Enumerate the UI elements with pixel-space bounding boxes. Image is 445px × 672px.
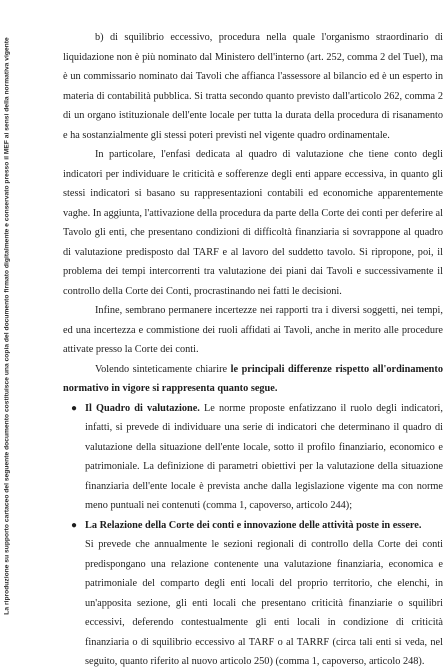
bullet-heading <box>85 516 443 536</box>
bullet-paragraph <box>85 399 443 516</box>
margin-certification-note <box>0 0 14 651</box>
paragraph: In particolare, l'enfasi dedicata al quadro di valutazione che tiene conto degli indicatori per individuare le criticità e sofferenze degli enti appare eccessiva, in quanto gli stessi indicatori si basano su rappresentazioni contabili ed economiche apparentemente vaghe. In aggiunta, l'attivazione della procedura da parte della Corte dei conti per deferire al Tavolo gli enti, che presentano condizioni di difficoltà finanziaria si sovrappone al quadro di valutazione predisposto dal TARF e al lavoro del suddetto tavolo. Si ripropone, poi, il problema dei tempi intercorrenti tra valutazione dei piani dai Tavoli e successivamente il controllo della Corte dei Conti, procrastinando nei fatti le decisioni. <box>63 149 443 297</box>
bullet-item <box>63 516 443 672</box>
document-page <box>63 28 443 672</box>
bullet-title: Il Quadro di valutazione. <box>85 402 200 414</box>
intro-bold-text: le principali differenze rispetto all'ordinamento normativo in vigore si rappresenta quanto segue. <box>63 363 443 394</box>
bullet-list <box>63 399 443 672</box>
bullet-icon: ● <box>71 519 78 531</box>
bullet-title: La Relazione della Corte dei conti e innovazione delle attività poste in essere. <box>85 519 422 531</box>
bullet-icon: ● <box>71 402 78 414</box>
bullet-paragraph: Si prevede che annualmente le sezioni regionali di controllo della Corte dei conti predispongano una relazione contenente una valutazione finanziaria, economica e patrimoniale del comparto degli enti locali del proprio territorio, che elenchi, in un'apposita sezione, gli enti locali che presentano criticità finanziarie o squilibri eccessivi, deferendo contestualmente gli enti locali in condizione di criticità finanziaria o di squilibrio eccessivo al TARF o al TARRF (circa tali enti si veda, nel seguito, quanto riferito al nuovo articolo 250) (comma 1, capoverso, articolo 248). <box>85 539 443 667</box>
margin-certification-text: La riproduzione su supporto cartaceo del seguente documento costituisce una copia del documento firmato digitalmente e conservato presso il MEF ai sensi della normativa vigente <box>3 37 11 615</box>
intro-paragraph <box>63 360 443 399</box>
bullet-text: Le norme proposte enfatizzano il ruolo degli indicatori, infatti, si prevede di individuare una serie di indicatori che determinano il quadro di valutazione della situazione dell'ente locale, sotto il profilo finanziario, economico e patrimoniale. La definizione di parametri obiettivi per la valutazione della situazione finanziaria dell'ente locale è prevista anche dalla legislazione vigente ma con norme meno puntuali nei contenuti (comma 1, capoverso, articolo 244); <box>85 402 443 511</box>
paragraph: b) di squilibrio eccessivo, procedura nella quale l'organismo straordinario di liquidazione non è più nominato dal Ministero dell'interno (art. 252, comma 2 del Tuel), ma è un commissario nominato dai Tavoli che affianca l'assessore al bilancio ed è un esperto in materia di contabilità pubblica. Si tratta secondo quanto previsto dall'articolo 262, comma 2 di un organo istituzionale dell'ente locale per tutta la durata della procedura di risanamento e ha sostanzialmente gli stessi poteri previsti nel vigente quadro ordinamentale. <box>63 32 443 141</box>
paragraph: Infine, sembrano permanere incertezze nei rapporti tra i diversi soggetti, nei tempi, ed una incertezza e commistione dei ruoli affidati ai Tavoli, anche in merito alle procedure attivate presso la Corte dei conti. <box>63 305 443 355</box>
intro-text: Volendo sinteticamente chiarire <box>95 363 231 375</box>
bullet-item <box>63 399 443 516</box>
